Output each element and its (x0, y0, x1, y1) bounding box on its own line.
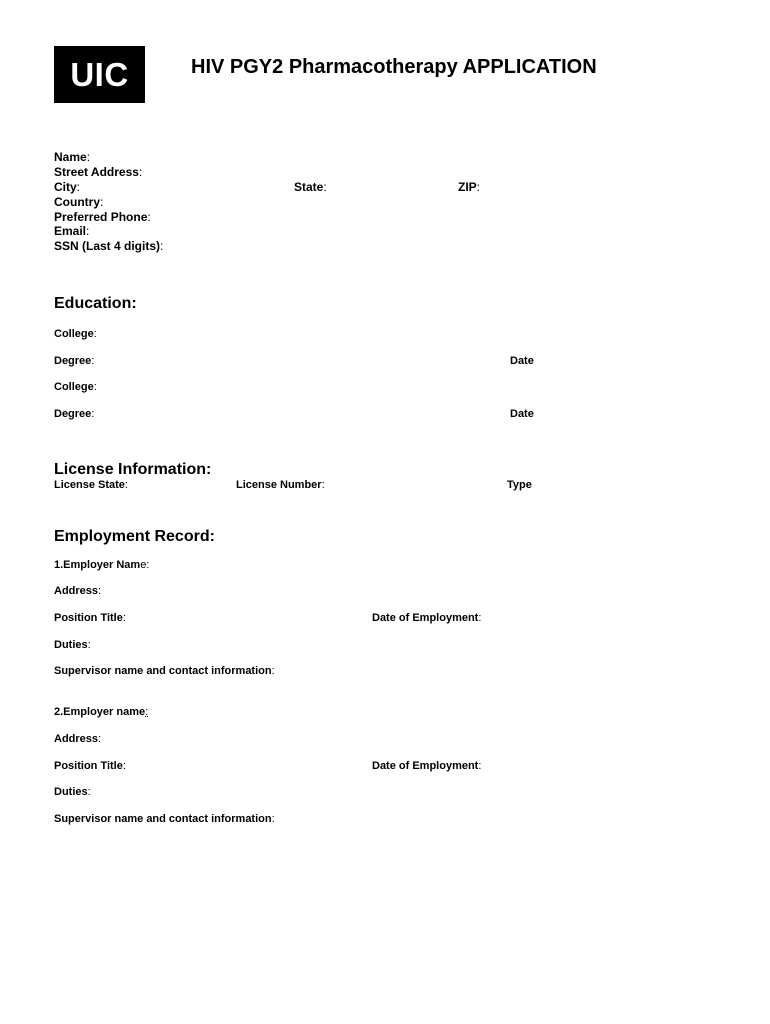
employer-1-name-label: 1.Employer Name: (54, 559, 150, 571)
date-2-label: Date (510, 408, 534, 420)
state-label: State: (294, 180, 327, 194)
employer-2-address-label: Address: (54, 733, 102, 745)
degree-1-label: Degree: (54, 355, 95, 367)
license-heading: License Information: (54, 461, 212, 478)
employment-heading: Employment Record: (54, 528, 215, 545)
ssn-label: SSN (Last 4 digits): (54, 239, 164, 253)
name-label: Name: (54, 150, 91, 164)
uic-logo (54, 46, 145, 103)
city-label: City: (54, 180, 81, 194)
page-title: HIV PGY2 Pharmacotherapy APPLICATION (191, 56, 597, 78)
employer-2-duties-label: Duties: (54, 786, 91, 798)
college-1-label: College: (54, 328, 97, 340)
license-number-label: License Number: (236, 479, 325, 491)
email-label: Email: (54, 224, 90, 238)
employer-1-position-label: Position Title: (54, 612, 126, 624)
education-heading: Education: (54, 295, 137, 312)
employer-1-duties-label: Duties: (54, 639, 91, 651)
employer-2-position-label: Position Title: (54, 760, 126, 772)
degree-2-label: Degree: (54, 408, 95, 420)
employer-2-supervisor-label: Supervisor name and contact information: (54, 813, 275, 825)
logo-text: UIC (70, 55, 129, 93)
college-2-label: College: (54, 381, 97, 393)
license-type-label: Type (507, 479, 532, 491)
employer-2-name-label: 2.Employer name: (54, 706, 149, 718)
employer-1-address-label: Address: (54, 585, 102, 597)
employer-1-supervisor-label: Supervisor name and contact information: (54, 665, 275, 677)
employer-1-date-label: Date of Employment: (372, 612, 482, 624)
license-state-label: License State: (54, 479, 128, 491)
preferred-phone-label: Preferred Phone: (54, 210, 151, 224)
zip-label: ZIP: (458, 180, 481, 194)
street-address-label: Street Address: (54, 165, 143, 179)
country-label: Country: (54, 195, 104, 209)
date-1-label: Date (510, 355, 534, 367)
employer-2-date-label: Date of Employment: (372, 760, 482, 772)
